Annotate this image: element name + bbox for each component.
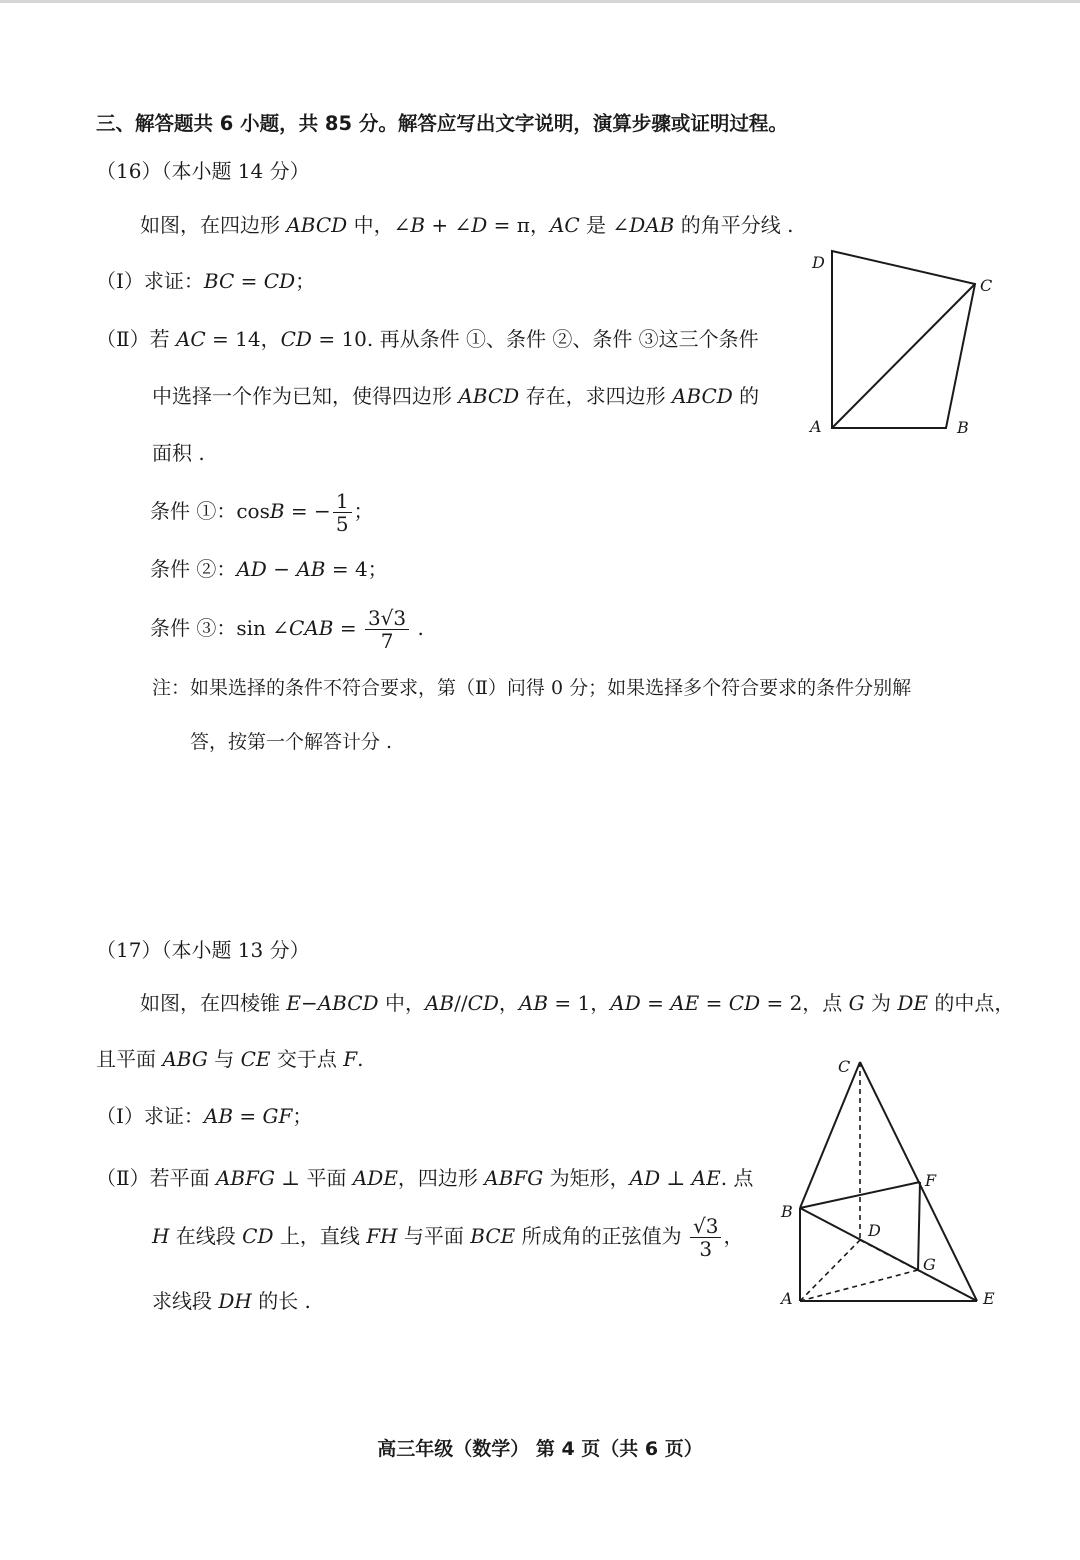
q17-header: （17）（本小题 13 分） xyxy=(96,938,310,962)
vertex-label-e: E xyxy=(983,1289,995,1308)
page-footer: 高三年级（数学） 第 4 页（共 6 页） xyxy=(377,1438,703,1460)
q16-condition-2: 条件 ②：AD − AB = 4； xyxy=(150,557,388,581)
q17-part2-line2: H 在线段 CD 上，直线 FH 与平面 BCE 所成角的正弦值为 $\frac{√3}{3}$ ， xyxy=(152,1214,744,1261)
q17-intro-line2: 且平面 ABG 与 CE 交于点 F. xyxy=(96,1047,364,1071)
q16-figure xyxy=(800,240,1000,450)
hidden-edge-ad xyxy=(800,1240,860,1301)
q16-condition-3: 条件 ③：sin ∠CAB = $\frac{3√3}{7}$ . xyxy=(150,606,424,653)
q16-intro: 如图，在四边形 ABCD 中，∠B + ∠D = π，AC 是 ∠DAB 的角平分线 . xyxy=(140,213,794,237)
fraction: $\frac{1}{5}$ xyxy=(333,490,352,535)
vertex-label-g: G xyxy=(923,1255,936,1274)
q16-header: （16）（本小题 14 分） xyxy=(96,159,310,183)
q17-figure xyxy=(775,1050,1005,1320)
q16-condition-1: 条件 ①：cosB = − $\frac{1}{5}$ ； xyxy=(150,489,374,536)
q16-part2-line1: （Ⅱ）若 AC = 14，CD = 10. 再从条件 ①、条件 ②、条件 ③这三个条件 xyxy=(96,327,759,351)
q16-part1: （Ⅰ）求证：BC = CD； xyxy=(96,269,316,293)
edge-fg xyxy=(918,1182,920,1270)
vertex-label-a: A xyxy=(810,417,822,436)
vertex-label-d: D xyxy=(812,253,825,272)
edge-bc xyxy=(800,1062,860,1208)
q16-note-line2: 答，按第一个解答计分 . xyxy=(190,731,393,753)
vertex-label-c: C xyxy=(838,1057,851,1076)
fraction: $\frac{3√3}{7}$ xyxy=(365,607,409,652)
section-heading: 三、解答题共 6 小题，共 85 分。解答应写出文字说明，演算步骤或证明过程。 xyxy=(96,112,788,135)
vertex-label-b: B xyxy=(781,1202,793,1221)
vertex-label-a: A xyxy=(781,1289,793,1308)
q16-part2-line3: 面积 . xyxy=(152,441,205,465)
scan-edge-line xyxy=(0,0,1080,3)
q16-part2-line2: 中选择一个作为已知，使得四边形 ABCD 存在，求四边形 ABCD 的 xyxy=(152,384,760,408)
diagonal-ac xyxy=(832,284,975,428)
edge-bf xyxy=(800,1182,920,1208)
vertex-label-c: C xyxy=(980,276,993,295)
q16-note-line1: 注：如果选择的条件不符合要求，第（Ⅱ）问得 0 分；如果选择多个符合要求的条件分别解 xyxy=(152,677,912,699)
vertex-label-f: F xyxy=(925,1171,937,1190)
fraction: $\frac{√3}{3}$ xyxy=(690,1215,721,1260)
q17-part2-line3: 求线段 DH 的长 . xyxy=(152,1289,311,1313)
vertex-label-b: B xyxy=(957,418,969,437)
q17-intro-line1: 如图，在四棱锥 E−ABCD 中，AB//CD，AB = 1，AD = AE = CD = 2，点 G 为 DE 的中点， xyxy=(140,991,1015,1015)
q17-part1: （Ⅰ）求证：AB = GF； xyxy=(96,1104,313,1128)
vertex-label-d: D xyxy=(868,1221,881,1240)
q17-part2-line1: （Ⅱ）若平面 ABFG ⊥ 平面 ADE，四边形 ABFG 为矩形，AD ⊥ AE. 点 xyxy=(96,1166,754,1190)
quadrilateral-abcd xyxy=(832,251,975,428)
hidden-edge-ag xyxy=(800,1270,918,1301)
